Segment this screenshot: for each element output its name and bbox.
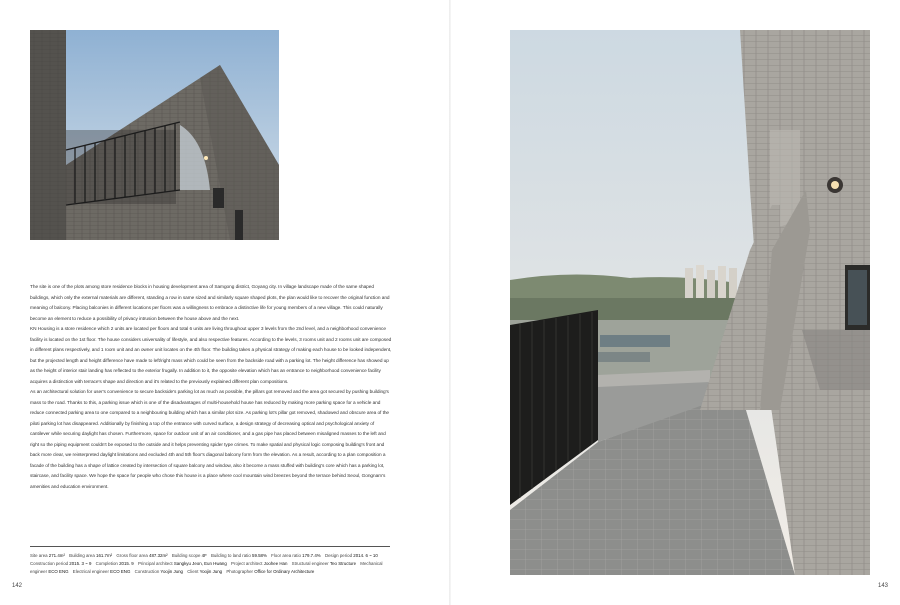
credit-key: Client — [187, 568, 200, 574]
credit-key: Construction — [134, 568, 161, 574]
project-credits — [30, 552, 392, 575]
credit-key: Design period — [324, 553, 354, 558]
credit-key: Mechanical engineer — [30, 560, 383, 574]
credit-key: Photographer — [226, 568, 255, 574]
paragraph: The site is one of the plots among store residence blocks in housing development area of Samgong district, Goyang city. In village landscape made of the same shaped buildings, which only the external materials are different, standing a row in same sized and similarly square shaped plots, the plan would like to recover the original function and meaning of balcony. Placing balconies in different locations per floors was a willingness to embrace a distinctive life for young members of a new village. This could naturally become an element to reduce a possibility of privacy intrusion between the house above and the next. — [30, 285, 390, 322]
credit-value: Yoojin Jung — [160, 568, 183, 574]
credit-key: Principal architect — [137, 560, 174, 566]
credit-value: 4F — [201, 553, 207, 558]
terrace-photo — [510, 30, 870, 575]
credit-value: 161.7m² — [96, 553, 113, 558]
divider — [30, 546, 390, 547]
credit-value: Joohee Han — [263, 560, 288, 566]
page-number-left: 142 — [12, 583, 23, 589]
credit-value: 271.4m² — [48, 553, 65, 558]
credit-key: Electrical engineer — [72, 568, 111, 574]
credit-key: Building scope — [171, 553, 202, 558]
credit-value: 179.7.4% — [302, 553, 321, 558]
credit-value: 2014. 6 ~ 10 — [353, 553, 378, 558]
credit-value: 487.32m² — [149, 553, 168, 558]
credit-key: Structural engineer — [291, 560, 330, 566]
credit-value: ECO ENG — [48, 568, 69, 574]
credit-value: ECO ENG — [110, 568, 131, 574]
credit-value: 59.58% — [252, 553, 267, 558]
paragraph: KN Housing is a store residence which 2 units are located per floors and total 6 units are living throughout upper 3 levels from the 2nd level, and a neighborhood convenience facility is located on the 1st floor. The house considers universality of lifestyle, and also respective features. According to the levels, 3 rooms unit and 2 rooms unit are composed in different plans respectively, and 1 room unit and an owner unit locates on the 4th floor. The building takes a physical strategy of making each house to be looked independent, but the projected length and height difference have made to left/right mass which could be seen from the backside road with a parking lot. The height difference has showed up as the height of interior stair landing has reflected to the exterior frugally. In addition to it, the opposite elevation which has an entrance to neighborhood convenience facility acquires a distinction with terrace's shape and direction and it's related to the previously explained different plan compositions. — [30, 327, 392, 385]
paragraph: As an architectural solution for user's convenience to secure backside's parking lot as much as possible, the pillars got removed and the area got secured by pushing building's mass to the road. Thanks to this, a parking issue which is one of the disadvantages of multi-household house has reduced by making more parking space for a vehicle and reduce connected parking area to one compared to a neighbouring building which has a similar plot size. As parking lot's pillar got removed, shadowed and obscure area of the piloti parking lot has disappeared. Additionally by finishing a top of the entrance with curved surface, a design strategy of decreasing optical and psychological anxiety of cantilever while securing daylight has chosen. Furthermore, space for outdoor unit of an air conditioner, and a gas pipe has placed between misaligned masses to the left and right so the piping equipment couldn't be exposed to the outside and it helps preventing spider type crimes. To make spatial and physical logic composing building's front and back more clear, we reinterpreted daylight limitations and excluded 4th and 5th floor's diagonal balcony form from the elevation. As a result, according to a plan composition a facade of the building has a shape of lattice created by intersection of square balcony and window, also it become a mass stuffed with building's core which has a parking lot, staircase, and facility space. We hope the space for people who chose this house is a place where cool mountain wind breezes beyond the terrace behind Seoul, Gongnam's amenities and education environment. — [30, 390, 390, 490]
credit-value: 2015. 9 — [119, 560, 134, 566]
credit-key: Completion — [95, 560, 120, 566]
credit-key: Site area — [30, 553, 49, 558]
building-photo — [30, 30, 279, 240]
credit-key: Building area — [69, 553, 96, 558]
credit-key: Building to land ratio — [210, 553, 252, 558]
page-number-right: 143 — [877, 583, 888, 589]
credit-key: Construction period — [30, 560, 70, 566]
credit-value: Yoojin Jung — [199, 568, 223, 574]
credit-value: Office for Ordinary Architecture — [254, 568, 315, 574]
body-text — [30, 283, 392, 493]
credit-value: 2015. 3 ~ 9 — [69, 560, 92, 566]
credit-value: Teo Structure — [329, 560, 357, 566]
credit-key: Gross floor area — [116, 553, 150, 558]
credit-key: Floor area ratio — [271, 553, 303, 558]
credit-key: Project architect — [231, 560, 264, 566]
page-right — [450, 0, 900, 605]
credit-value: Sangkyu Jeon, Eun Hwang — [173, 560, 227, 566]
